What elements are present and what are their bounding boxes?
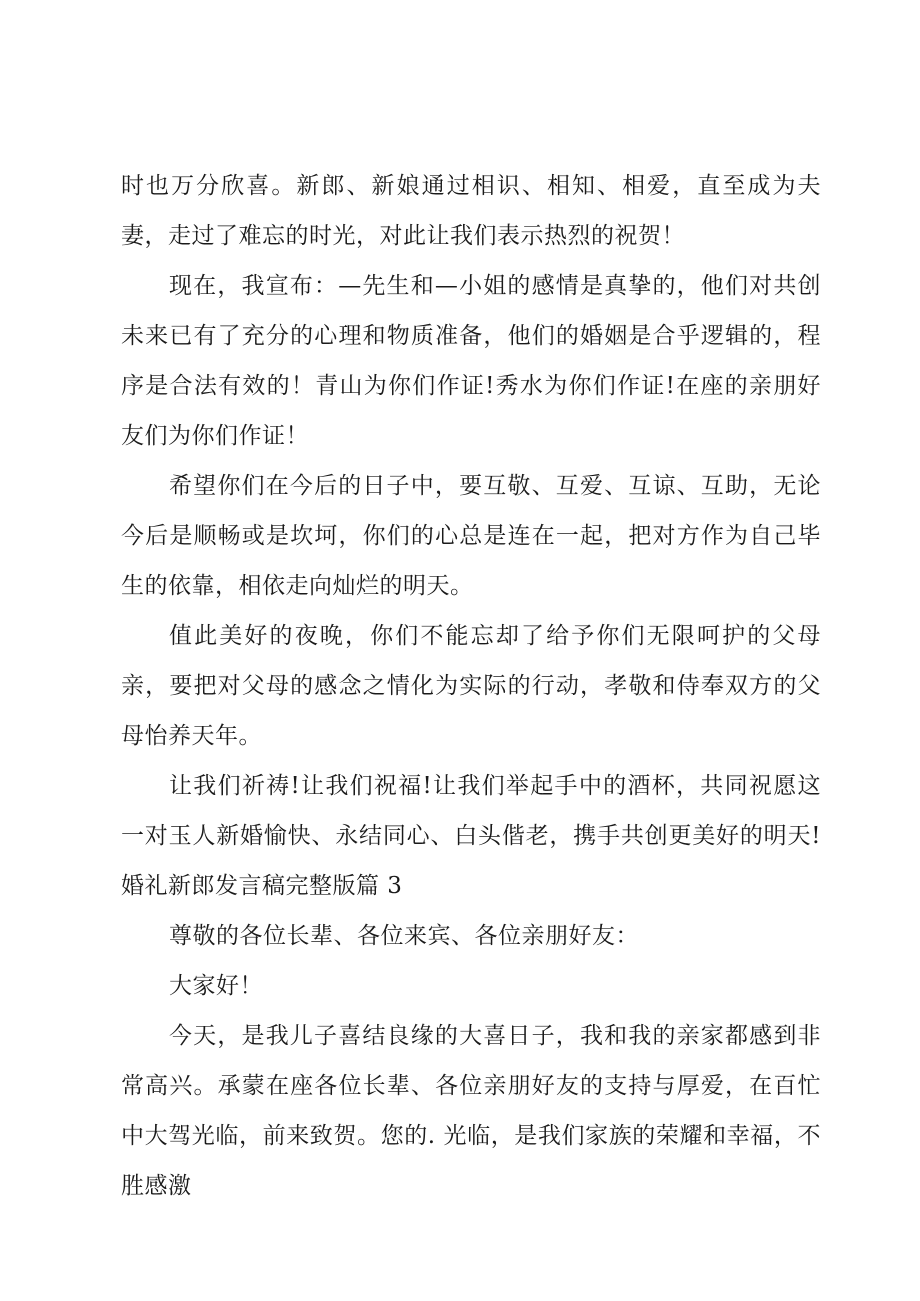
- paragraph-7-greeting: 大家好！: [169, 973, 263, 999]
- paragraph-3: 希望你们在今后的日子中，要互敬、互爱、互谅、互助，无论今后是顺畅或是坎坷，你们的心总是连在一起，把对方作为自己毕生的依靠，相依走向灿烂的明天。: [121, 473, 821, 599]
- paragraph-1: 时也万分欣喜。新郎、新娘通过相识、相知、相爱，直至成为夫妻，走过了难忘的时光，对此让我们表示热烈的祝贺！: [121, 173, 821, 249]
- paragraph-5: 让我们祈祷!让我们祝福!让我们举起手中的酒杯，共同祝愿这一对玉人新婚愉快、永结同心、白头偕老，携手共创更美好的明天!婚礼新郎发言稿完整版篇 3: [121, 773, 821, 899]
- paragraph-2: 现在，我宣布：—先生和—小姐的感情是真挚的，他们对共创未来已有了充分的心理和物质准备，他们的婚姻是合乎逻辑的，程序是合法有效的！青山为你们作证!秀水为你们作证!在座的亲朋好友们为你们作证！: [121, 273, 821, 449]
- paragraph-8: 今天，是我儿子喜结良缘的大喜日子，我和我的亲家都感到非常高兴。承蒙在座各位长辈、各位亲朋好友的支持与厚爱，在百忙中大驾光临，前来致贺。您的. 光临，是我们家族的荣耀和幸福，不胜感激: [121, 1023, 821, 1199]
- paragraph-4: 值此美好的夜晚，你们不能忘却了给予你们无限呵护的父母亲，要把对父母的感念之情化为实际的行动，孝敬和侍奉双方的父母怡养天年。: [121, 623, 821, 749]
- paragraph-6-salutation: 尊敬的各位长辈、各位来宾、各位亲朋好友：: [169, 923, 639, 949]
- document-body: [121, 161, 821, 1211]
